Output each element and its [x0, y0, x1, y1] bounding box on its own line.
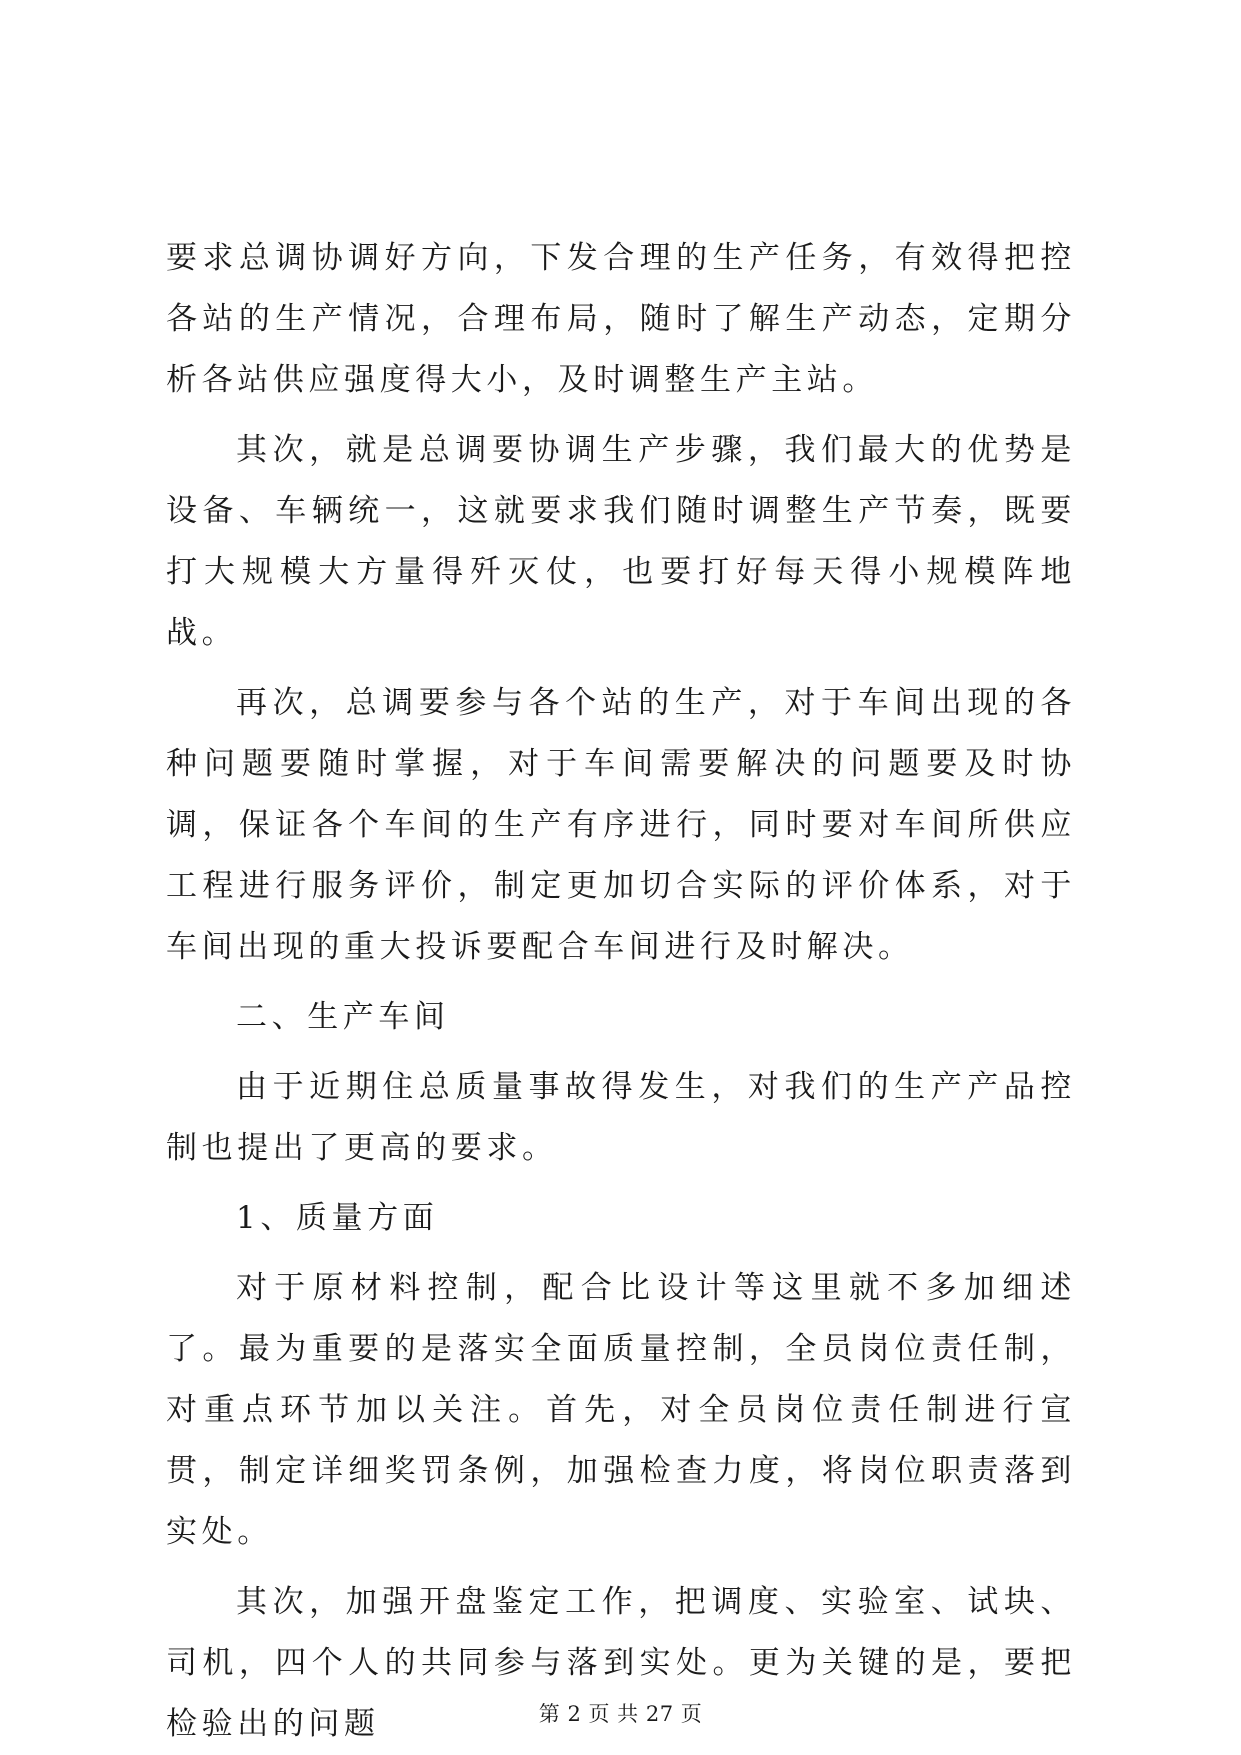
paragraph: 其次，加强开盘鉴定工作，把调度、实验室、试块、司机，四个人的共同参与落到实处。更为关键的是，要把检验出的问题 [166, 1584, 1076, 1742]
section-heading: 二、生产车间 [236, 999, 450, 1035]
paragraph: 对于原材料控制，配合比设计等这里就不多加细述了。最为重要的是落实全面质量控制，全员岗位责任制，对重点环节加以关注。首先，对全员岗位责任制进行宣贯，制定详细奖罚条例，加强检查力度，将岗位职责落到实处。 [166, 1270, 1076, 1550]
page-number-footer: 第 2 页 共 27 页 [538, 1702, 703, 1726]
paragraph: 再次，总调要参与各个站的生产，对于车间出现的各种问题要随时掌握，对于车间需要解决的问题要及时协调，保证各个车间的生产有序进行，同时要对车间所供应工程进行服务评价，制定更加切合实际的评价体系，对于车间出现的重大投诉要配合车间进行及时解决。 [166, 685, 1076, 965]
paragraph-continuation: 要求总调协调好方向，下发合理的生产任务，有效得把控各站的生产情况，合理布局，随时了解生产动态，定期分析各站供应强度得大小，及时调整生产主站。 [166, 240, 1076, 398]
paragraph: 由于近期住总质量事故得发生，对我们的生产产品控制也提出了更高的要求。 [166, 1069, 1076, 1166]
paragraph: 其次，就是总调要协调生产步骤，我们最大的优势是设备、车辆统一，这就要求我们随时调整生产节奏，既要打大规模大方量得歼灭仗，也要打好每天得小规模阵地战。 [166, 432, 1076, 651]
subsection-heading: 1、质量方面 [236, 1200, 439, 1236]
page-body [166, 228, 1076, 1755]
